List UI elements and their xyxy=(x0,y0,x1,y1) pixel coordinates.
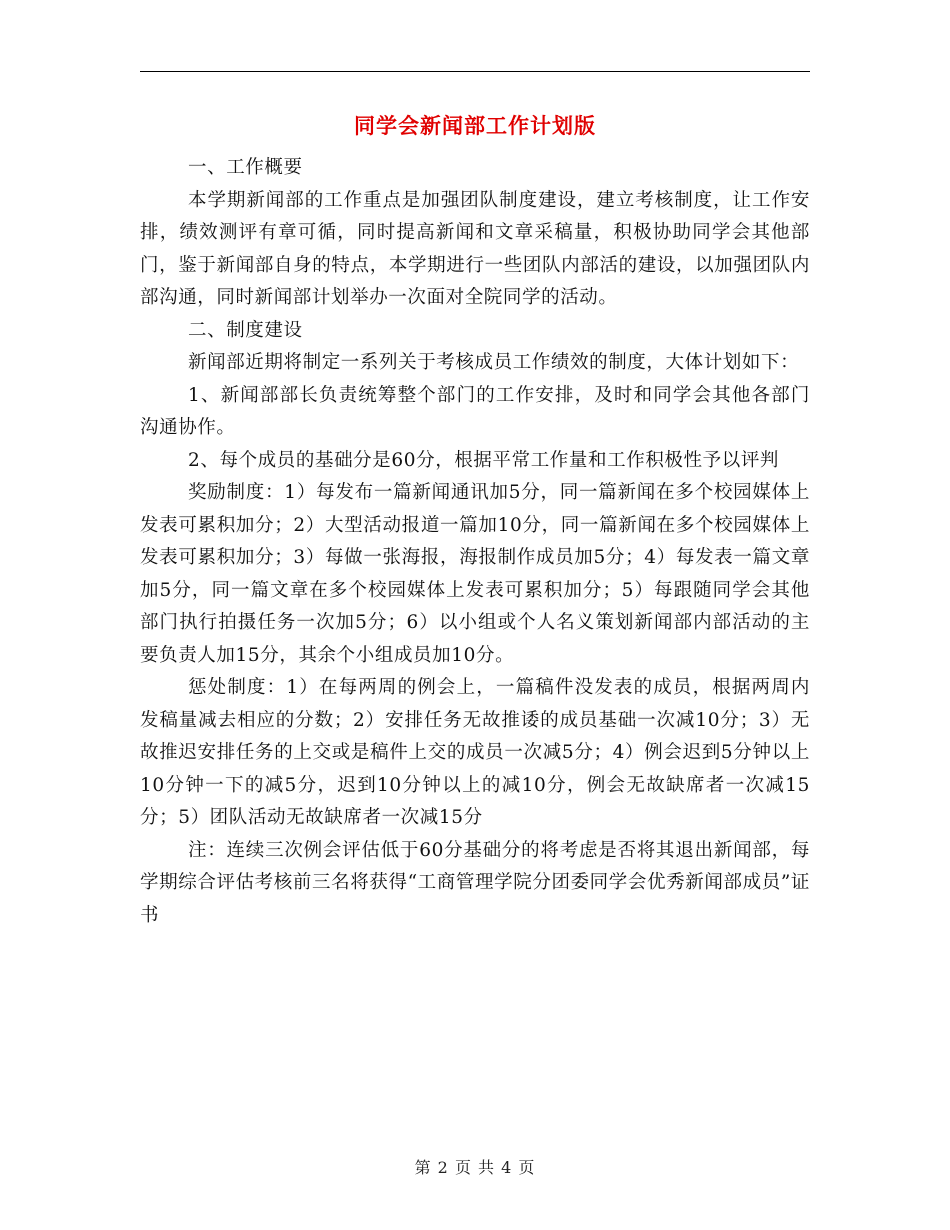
header-rule xyxy=(140,71,810,72)
document-title: 同学会新闻部工作计划版 xyxy=(354,113,596,138)
page-number: 第 2 页 共 4 页 xyxy=(414,1158,536,1177)
paragraph-rewards: 奖励制度：1）每发布一篇新闻通讯加5分，同一篇新闻在多个校园媒体上发表可累积加分；2）大型活动报道一篇加10分，同一篇新闻在多个校园媒体上发表可累积加分；3）每做一张海报，海报制作成员加5分；4）每发表一篇文章加5分，同一篇文章在多个校园媒体上发表可累积加分；5）每跟随同学会其他部门执行拍摄任务一次加5分；6）以小组或个人名义策划新闻部内部活动的主要负责人加15分，其余个小组成员加10分。 xyxy=(140,482,810,666)
document-body xyxy=(140,152,810,932)
paragraph-system-intro: 新闻部近期将制定一系列关于考核成员工作绩效的制度，大体计划如下： xyxy=(188,352,800,373)
section-heading-overview: 一、工作概要 xyxy=(188,157,303,178)
paragraph-note: 注：连续三次例会评估低于60分基础分的将考虑是否将其退出新闻部，每学期综合评估考核前三名将获得“工商管理学院分团委同学会优秀新闻部成员”证书 xyxy=(140,839,810,926)
paragraph-item-1: 1、新闻部部长负责统筹整个部门的工作安排，及时和同学会其他各部门沟通协作。 xyxy=(140,384,810,438)
paragraph-penalties: 惩处制度：1）在每两周的例会上，一篇稿件没发表的成员，根据两周内发稿量减去相应的分数；2）安排任务无故推诿的成员基础一次减10分；3）无故推迟安排任务的上交或是稿件上交的成员一次减5分；4）例会迟到5分钟以上10分钟一下的减5分，迟到10分钟以上的减10分，例会无故缺席者一次减15分；5）团队活动无故缺席者一次减15分 xyxy=(140,677,810,828)
paragraph-overview: 本学期新闻部的工作重点是加强团队制度建设，建立考核制度，让工作安排，绩效测评有章可循，同时提高新闻和文章采稿量，积极协助同学会其他部门，鉴于新闻部自身的特点，本学期进行一些团队内部活的建设，以加强团队内部沟通，同时新闻部计划举办一次面对全院同学的活动。 xyxy=(140,189,810,308)
paragraph-item-2: 2、每个成员的基础分是60分，根据平常工作量和工作积极性予以评判 xyxy=(188,449,780,471)
section-heading-system: 二、制度建设 xyxy=(188,319,303,341)
